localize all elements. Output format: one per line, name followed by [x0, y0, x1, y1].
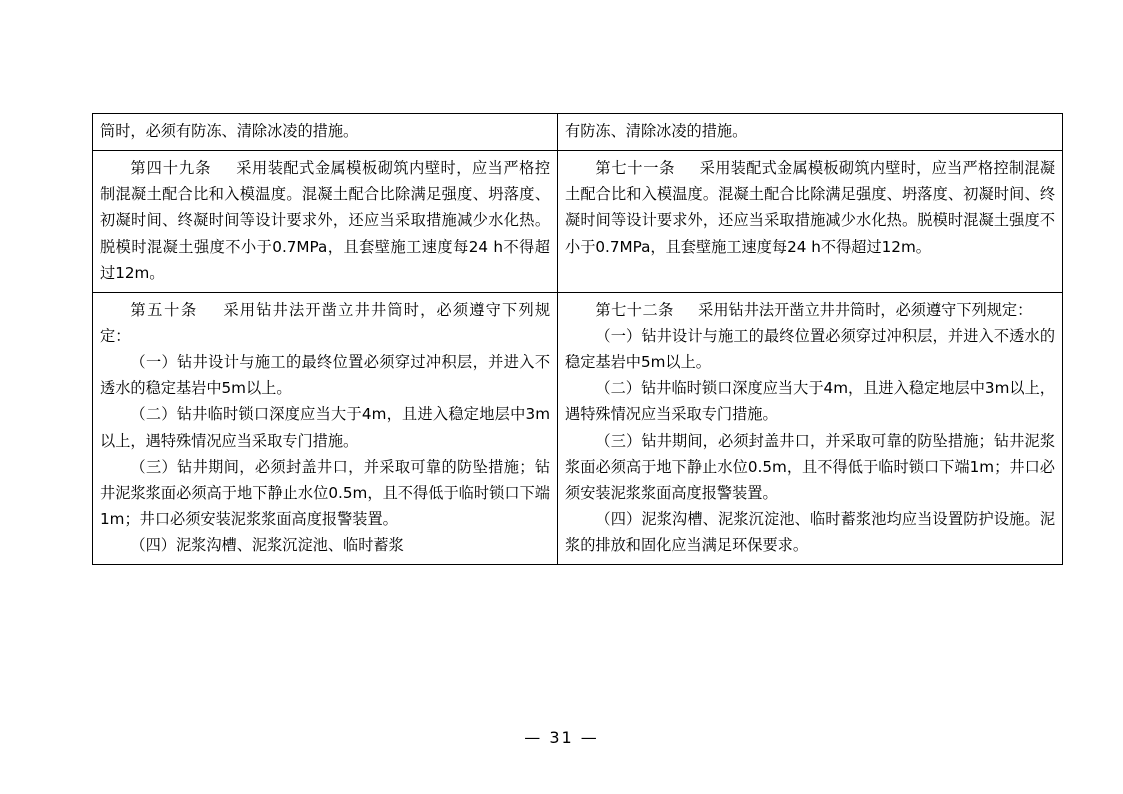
article-title: 第七十一条 [595, 159, 676, 178]
paragraph [565, 155, 1055, 260]
table-cell-right [558, 151, 1063, 293]
paragraph: （一）钻井设计与施工的最终位置必须穿过冲积层，并进入不透水的稳定基岩中5m以上。 [565, 326, 1055, 372]
table-cell-right [558, 292, 1063, 564]
regulation-comparison-table [92, 113, 1063, 565]
article-title: 第四十九条 [130, 159, 212, 178]
table-cell-left [93, 292, 558, 564]
table-row [93, 292, 1063, 564]
article-title: 第五十条 [130, 300, 198, 319]
paragraph: （二）钻井临时锁口深度应当大于4m，且进入稳定地层中3m以上，遇特殊情况应当采取专门措施。 [100, 405, 550, 450]
paragraph: （四）泥浆沟槽、泥浆沉淀池、临时蓄浆池均应当设置防护设施。泥浆的排放和固化应当满足环保要求。 [565, 509, 1055, 555]
paragraph: （二）钻井临时锁口深度应当大于4m，且进入稳定地层中3m以上，遇特殊情况应当采取专门措施。 [565, 379, 1055, 424]
table-row [93, 151, 1063, 293]
paragraph: （三）钻井期间，必须封盖井口，并采取可靠的防坠措施；钻井泥浆浆面必须高于地下静止水位0.5m，且不得低于临时锁口下端1m；井口必须安装泥浆浆面高度报警装置。 [100, 457, 550, 528]
paragraph: 有防冻、清除冰凌的措施。 [565, 122, 748, 140]
table-row [93, 114, 1063, 151]
table-body [93, 114, 1063, 565]
article-title: 第七十二条 [595, 300, 674, 319]
table-cell-left [93, 114, 558, 151]
article-body: 采用装配式金属模板砌筑内壁时，应当严格控制混凝土配合比和入模温度。混凝土配合比除满足强度、坍落度、初凝时间、终凝时间等设计要求外，还应当采取措施减少水化热。脱模时混凝土强度不小于0.7MPa，且套壁施工速度每24 h不得超过12m。 [565, 159, 1056, 256]
article-body: 采用钻井法开凿立井井筒时，必须遵守下列规定： [100, 300, 551, 345]
article-body: 采用装配式金属模板砌筑内壁时，应当严格控制混凝土配合比和入模温度。混凝土配合比除满足强度、坍落度、初凝时间、终凝时间等设计要求外，还应当采取措施减少水化热。脱模时混凝土强度不小于0.7MPa，且套壁施工速度每24 h不得超过12m。 [100, 159, 551, 282]
paragraph [565, 297, 1055, 323]
paragraph: （四）泥浆沟槽、泥浆沉淀池、临时蓄浆 [130, 536, 404, 555]
paragraph: （三）钻井期间，必须封盖井口，并采取可靠的防坠措施；钻井泥浆浆面必须高于地下静止水位0.5m，且不得低于临时锁口下端1m；井口必须安装泥浆浆面高度报警装置。 [565, 431, 1055, 502]
paragraph: （一）钻井设计与施工的最终位置必须穿过冲积层，并进入不透水的稳定基岩中5m以上。 [100, 353, 550, 398]
paragraph: 筒时，必须有防冻、清除冰凌的措施。 [100, 122, 359, 140]
page-number: — 31 — [524, 728, 599, 747]
article-body: 采用钻井法开凿立井井筒时，必须遵守下列规定： [698, 300, 1033, 319]
table-cell-right [558, 114, 1063, 151]
paragraph [100, 155, 550, 286]
table-cell-left [93, 151, 558, 293]
paragraph [100, 297, 550, 349]
